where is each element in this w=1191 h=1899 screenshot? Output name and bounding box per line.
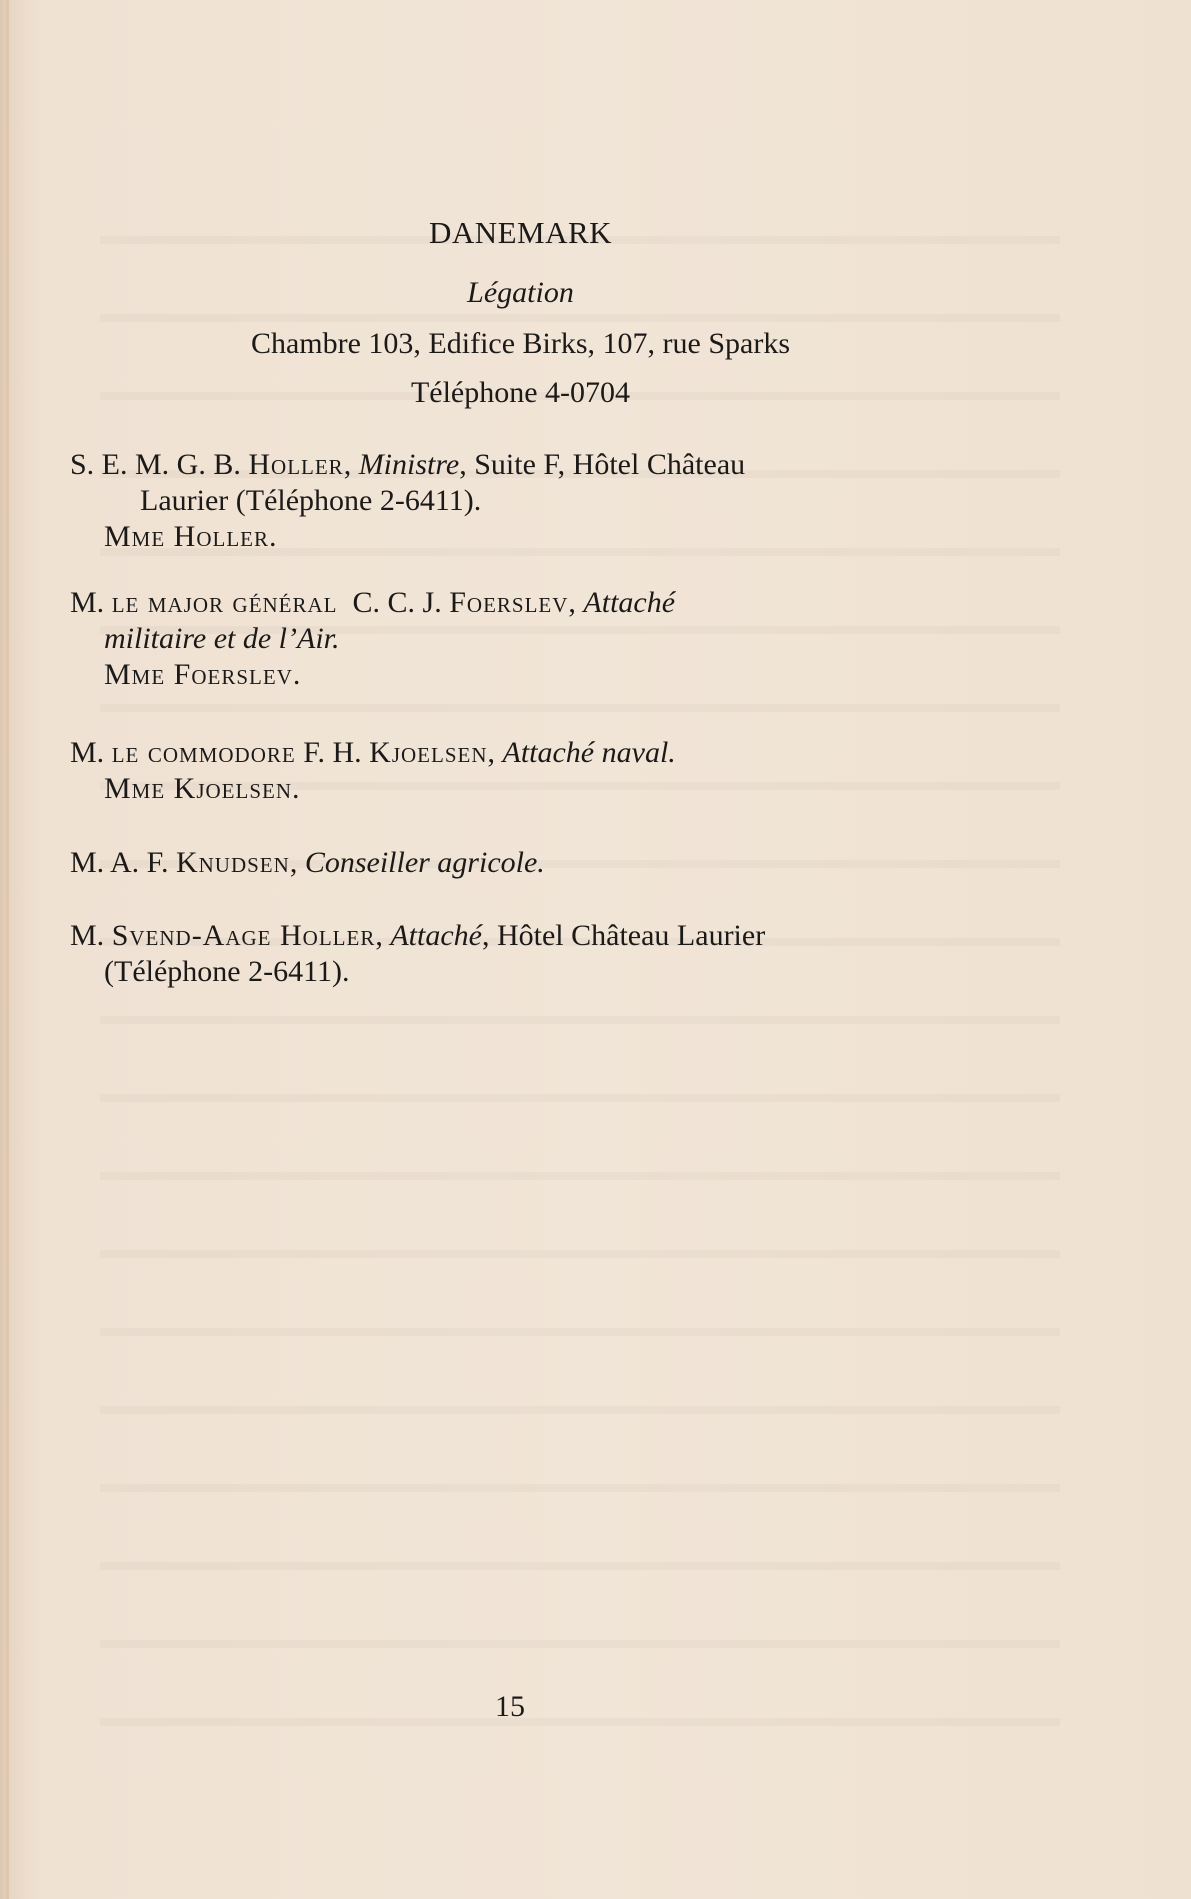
entry-line: M. le major général C. C. J. Foerslev, Attaché xyxy=(70,586,676,619)
entry-spouse: Mme Holler. xyxy=(104,520,278,553)
entry-title: Attaché naval. xyxy=(502,736,676,769)
entry-detail: , Hôtel Château Laurier xyxy=(481,919,766,952)
country-heading: DANEMARK xyxy=(428,215,613,250)
entry-detail: , Suite F, Hôtel Château xyxy=(459,448,746,481)
entry-title: Ministre xyxy=(358,448,460,481)
mission-type: Légation xyxy=(467,276,574,309)
entry-prefix: M. xyxy=(70,586,105,619)
mission-address: Chambre 103, Edifice Birks, 107, rue Sparks xyxy=(250,327,791,360)
entry-spouse: Mme Foerslev. xyxy=(104,658,302,691)
entry-line: S. E. M. G. B. Holler, Ministre, Suite F, Hôtel Château xyxy=(70,448,746,481)
entry-minister xyxy=(70,447,1000,555)
entry-attache xyxy=(70,918,1000,990)
entry-initials: F. H. xyxy=(303,736,362,769)
entry-name: Foerslev xyxy=(449,586,569,619)
entry-naval-attache xyxy=(70,735,1000,807)
entry-title-continued: militaire et de l’Air. xyxy=(104,622,340,655)
entry-title: Attaché xyxy=(390,919,482,952)
entry-detail-continued: (Téléphone 2-6411). xyxy=(104,955,350,988)
entry-rank: le commodore xyxy=(111,736,296,769)
entry-name: Kjoelsen xyxy=(369,736,488,769)
entry-prefix: S. E. M. G. B. xyxy=(70,448,241,481)
entry-spouse: Mme Kjoelsen. xyxy=(104,772,301,805)
entry-line: M. Svend-Aage Holler, Attaché, Hôtel Château Laurier xyxy=(70,919,766,952)
entry-line: M. le commodore F. H. Kjoelsen, Attaché naval. xyxy=(70,736,676,769)
entry-title: Conseiller agricole. xyxy=(304,846,545,879)
page-number: 15 xyxy=(495,1690,525,1723)
entry-title: Attaché xyxy=(583,586,676,619)
entry-initials: C. C. J. xyxy=(352,586,442,619)
mission-telephone: Téléphone 4-0704 xyxy=(410,376,631,409)
entry-line: M. A. F. Knudsen, Conseiller agricole. xyxy=(70,846,545,879)
entry-agricultural-counsellor xyxy=(70,845,1000,881)
entry-detail-continued: Laurier (Téléphone 2-6411). xyxy=(140,484,482,517)
entry-name: Knudsen xyxy=(175,846,290,879)
entry-name: Holler xyxy=(248,448,344,481)
entry-prefix: M. xyxy=(70,919,105,952)
entry-name: Svend-Aage Holler xyxy=(111,919,376,952)
entry-military-attache xyxy=(70,585,1000,693)
entry-prefix: M. A. F. xyxy=(70,846,169,879)
entry-rank: le major général xyxy=(111,586,338,619)
entry-prefix: M. xyxy=(70,736,105,769)
